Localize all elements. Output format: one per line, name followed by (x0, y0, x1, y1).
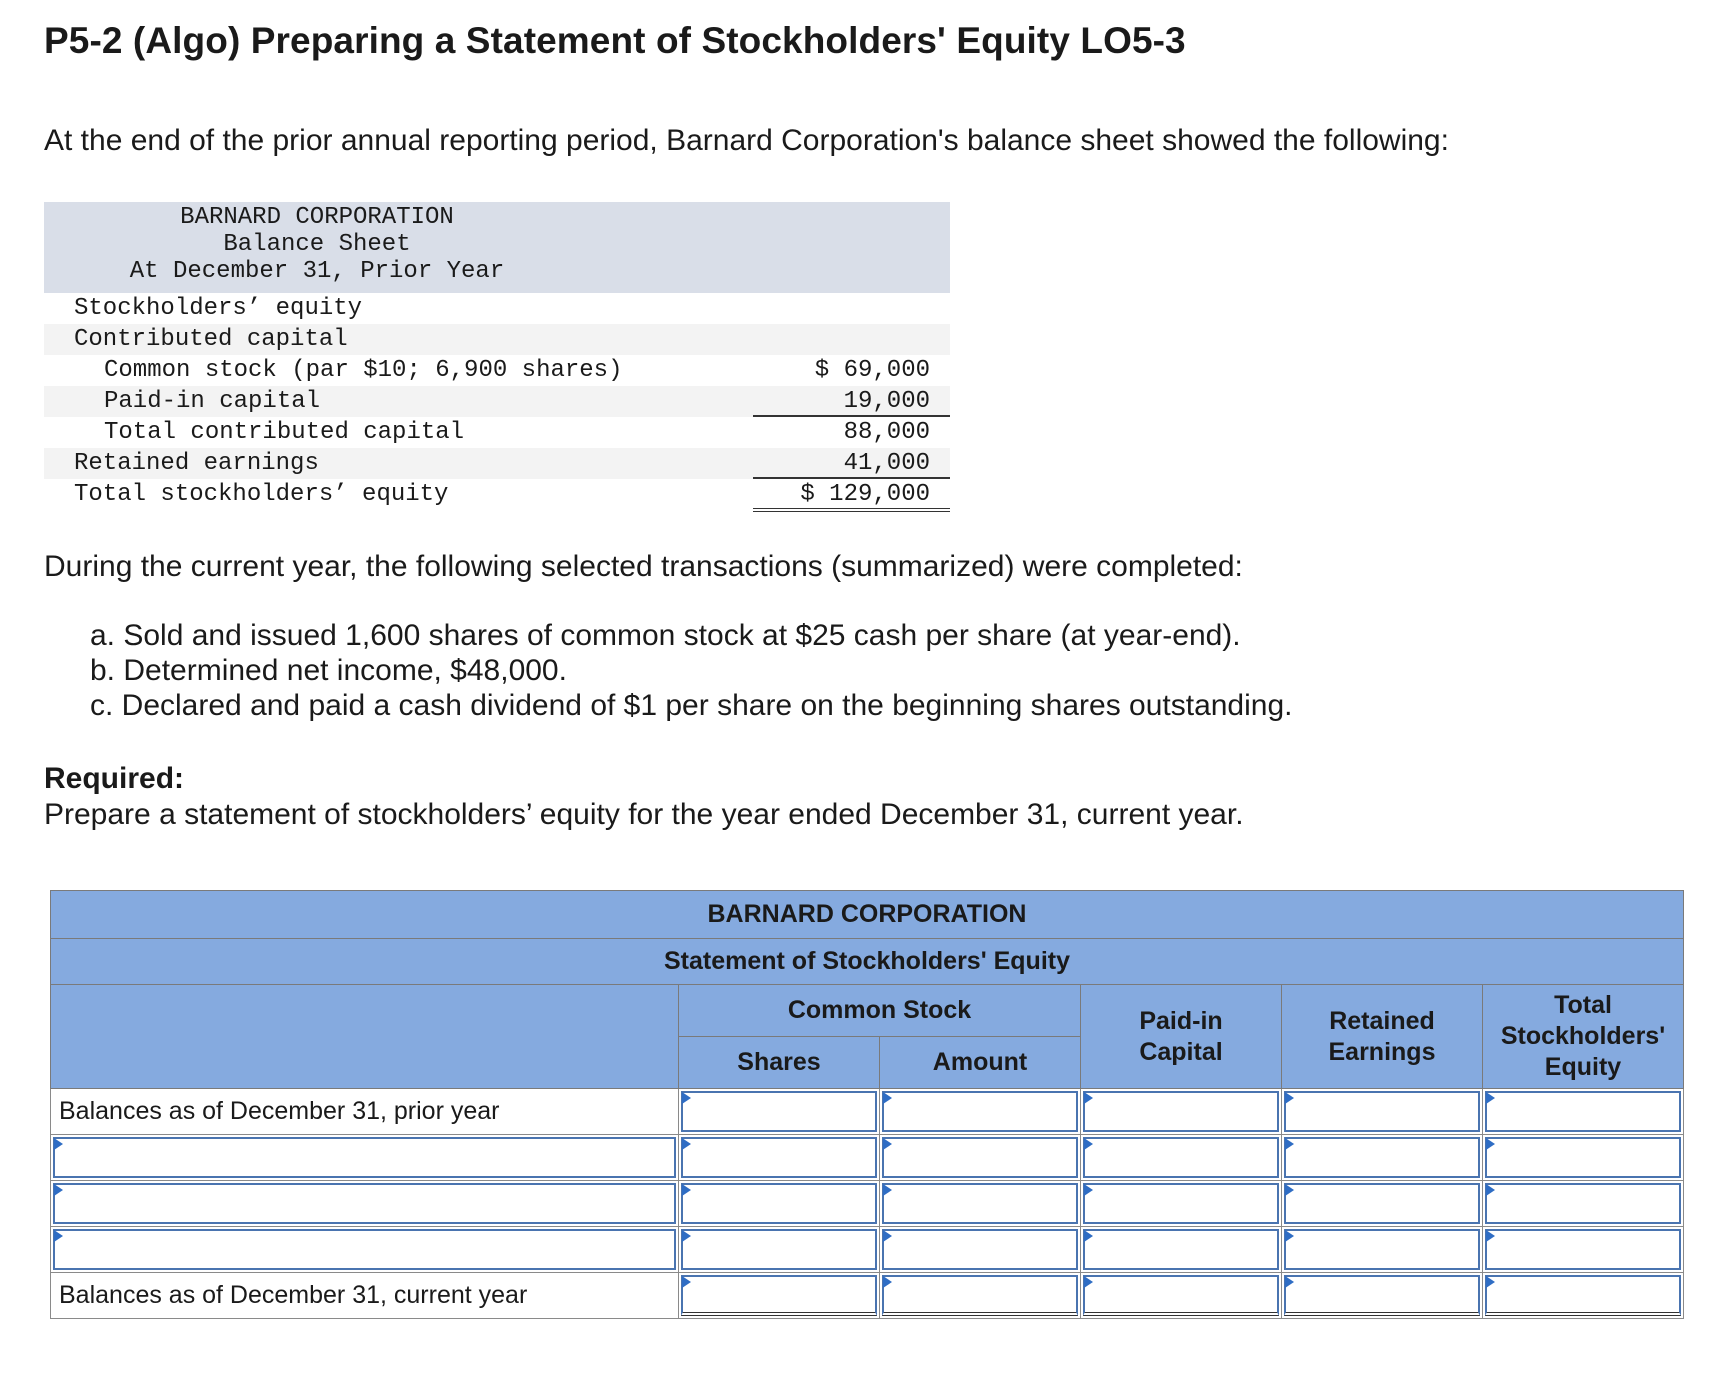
bs-row (44, 355, 950, 386)
bs-row (44, 324, 950, 355)
bs-row (44, 448, 950, 479)
transaction-item: c. Declared and paid a cash dividend of $1 per share on the beginning shares outstanding. (90, 689, 1293, 722)
amount-input[interactable] (880, 1135, 1081, 1181)
total-equity-input[interactable] (1483, 1227, 1684, 1273)
bs-row-amount: 19,000 (843, 388, 930, 415)
total-equity-input[interactable] (1483, 1273, 1684, 1319)
table-row (51, 1089, 1684, 1135)
transaction-item: a. Sold and issued 1,600 shares of common stock at $25 cash per share (at year-end). (90, 619, 1241, 652)
row-label-select[interactable] (51, 1181, 679, 1227)
retained-earnings-input[interactable] (1282, 1135, 1483, 1181)
total-equity-input[interactable] (1483, 1181, 1684, 1227)
amount-input[interactable] (880, 1273, 1081, 1319)
row-label-select[interactable] (51, 1227, 679, 1273)
shares-input[interactable] (679, 1135, 880, 1181)
paid-in-capital-input[interactable] (1081, 1089, 1282, 1135)
bs-row-amount: 88,000 (843, 419, 930, 446)
bs-row-amount: $ 129,000 (800, 481, 930, 508)
bs-row-label: Paid-in capital (104, 388, 321, 415)
statement-company: BARNARD CORPORATION (51, 891, 1684, 939)
bs-row-amount: $ 69,000 (814, 357, 930, 384)
paid-in-capital-input[interactable] (1081, 1135, 1282, 1181)
intro-text: At the end of the prior annual reporting period, Barnard Corporation's balance sheet showed the following: (44, 124, 1449, 157)
shares-input[interactable] (679, 1227, 880, 1273)
bs-row-label: Total contributed capital (104, 419, 465, 446)
paid-in-capital-header: Paid-in Capital (1081, 985, 1282, 1089)
total-equity-header: Total Stockholders' Equity (1483, 985, 1684, 1089)
retained-earnings-input[interactable] (1282, 1181, 1483, 1227)
bs-row-label: Retained earnings (74, 450, 319, 477)
bs-row (44, 417, 950, 448)
amount-header: Amount (880, 1037, 1081, 1089)
balance-sheet (44, 202, 950, 510)
blank-header (51, 985, 679, 1089)
row-label: Balances as of December 31, prior year (51, 1089, 679, 1135)
retained-earnings-input[interactable] (1282, 1273, 1483, 1319)
bs-row-label: Common stock (par $10; 6,900 shares) (104, 357, 623, 384)
retained-earnings-input[interactable] (1282, 1227, 1483, 1273)
total-double-rule (753, 508, 950, 512)
bs-row (44, 479, 950, 510)
total-equity-input[interactable] (1483, 1135, 1684, 1181)
bs-row-amount: 41,000 (843, 450, 930, 477)
bs-row-label: Contributed capital (74, 326, 348, 353)
shares-input[interactable] (679, 1089, 880, 1135)
table-row (51, 1135, 1684, 1181)
bs-row-label: Total stockholders’ equity (74, 481, 449, 508)
paid-in-capital-input[interactable] (1081, 1273, 1282, 1319)
row-label: Balances as of December 31, current year (51, 1273, 679, 1319)
statement-table (50, 890, 1684, 1319)
table-row (51, 1227, 1684, 1273)
bs-statement: Balance Sheet (223, 231, 411, 258)
bs-row (44, 386, 950, 417)
amount-input[interactable] (880, 1227, 1081, 1273)
required-heading: Required: (44, 762, 185, 795)
retained-earnings-header: Retained Earnings (1282, 985, 1483, 1089)
common-stock-header: Common Stock (679, 985, 1081, 1037)
amount-input[interactable] (880, 1181, 1081, 1227)
table-row (51, 1181, 1684, 1227)
retained-earnings-input[interactable] (1282, 1089, 1483, 1135)
bs-row (44, 293, 950, 324)
shares-header: Shares (679, 1037, 880, 1089)
during-text: During the current year, the following selected transactions (summarized) were completed: (44, 550, 1243, 583)
total-equity-input[interactable] (1483, 1089, 1684, 1135)
row-label-select[interactable] (51, 1135, 679, 1181)
statement-title: Statement of Stockholders' Equity (51, 939, 1684, 985)
transaction-item: b. Determined net income, $48,000. (90, 654, 567, 687)
transaction-list (90, 618, 1293, 723)
balance-sheet-header (44, 202, 950, 293)
bs-row-label: Stockholders’ equity (74, 295, 363, 322)
bs-date: At December 31, Prior Year (129, 258, 505, 285)
shares-input[interactable] (679, 1181, 880, 1227)
required-text: Prepare a statement of stockholders’ equity for the year ended December 31, current year. (44, 798, 1244, 831)
paid-in-capital-input[interactable] (1081, 1181, 1282, 1227)
bs-company: BARNARD CORPORATION (180, 204, 454, 231)
shares-input[interactable] (679, 1273, 880, 1319)
table-row (51, 1273, 1684, 1319)
problem-title: P5-2 (Algo) Preparing a Statement of Stockholders' Equity LO5-3 (44, 20, 1186, 61)
amount-input[interactable] (880, 1089, 1081, 1135)
paid-in-capital-input[interactable] (1081, 1227, 1282, 1273)
